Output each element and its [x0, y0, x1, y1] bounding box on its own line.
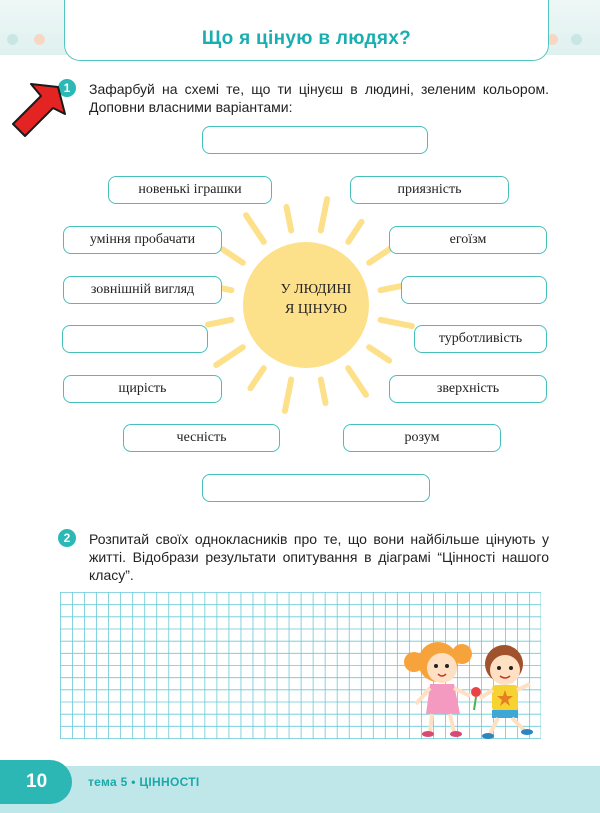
value-box-chesnist[interactable]: чесність — [123, 424, 280, 452]
sun-ray — [381, 320, 412, 326]
sun-ray — [223, 249, 243, 262]
value-box-rozum[interactable]: розум — [343, 424, 501, 452]
value-box-pryiaznist[interactable]: приязність — [350, 176, 509, 204]
sun-label-line2: Я ЦІНУЮ — [284, 302, 348, 317]
sun-center-label — [256, 280, 376, 320]
page-title: Що я ціную в людях? — [201, 28, 412, 49]
girl-figure — [404, 642, 481, 737]
footer-topic: тема 5 • ЦІННОСТІ — [88, 775, 200, 789]
boy-figure — [480, 645, 533, 739]
value-box-egoizm[interactable]: егоїзм — [389, 226, 547, 254]
pointer-arrow-icon — [6, 80, 86, 160]
sun-ray — [286, 207, 291, 231]
value-box-blank-right[interactable] — [401, 276, 547, 304]
children-illustration — [400, 632, 540, 742]
value-box-novenki-ihrashky[interactable]: новенькі іграшки — [108, 176, 272, 204]
value-box-shchyrist[interactable]: щирість — [63, 375, 222, 403]
sun-ray — [208, 320, 232, 325]
value-box-blank-bottom[interactable] — [202, 474, 430, 502]
task-number-1: 1 — [58, 79, 76, 97]
value-box-turbotlyvist[interactable]: турботливість — [414, 325, 547, 353]
sun-ray — [321, 199, 327, 230]
task-2-text: Розпитай своїх однокласників про те, що вони найбільше цінують у житті. Відобрази результати опитування в діаграмі “Цінності нашого класу”. — [89, 531, 549, 583]
sun-ray — [216, 347, 243, 365]
sun-label-line1: У ЛЮДИНІ — [280, 282, 352, 297]
sun-ray — [369, 347, 389, 360]
task-number-2: 2 — [58, 529, 76, 547]
task-1-text: Зафарбуй на схемі те, що ти цінуєш в людині, зеленим кольором. Доповни власними варіантами: — [89, 81, 549, 115]
sun-ray — [250, 368, 263, 388]
value-box-blank-left[interactable] — [62, 325, 208, 353]
value-box-zovnishnii-vyhliad[interactable]: зовнішній вигляд — [63, 276, 222, 304]
sun-ray — [246, 215, 264, 242]
page-number: 10 — [0, 760, 72, 804]
footer-band — [0, 766, 600, 813]
sun-ray — [348, 222, 361, 242]
sun-ray — [348, 368, 366, 395]
value-box-zverkhnist[interactable]: зверхність — [389, 375, 547, 403]
sun-ray — [321, 380, 326, 404]
value-box-blank-top[interactable] — [202, 126, 428, 154]
sun-ray — [285, 380, 291, 411]
title-box — [64, 0, 549, 61]
value-box-uminnia-probachaty[interactable]: уміння пробачати — [63, 226, 222, 254]
